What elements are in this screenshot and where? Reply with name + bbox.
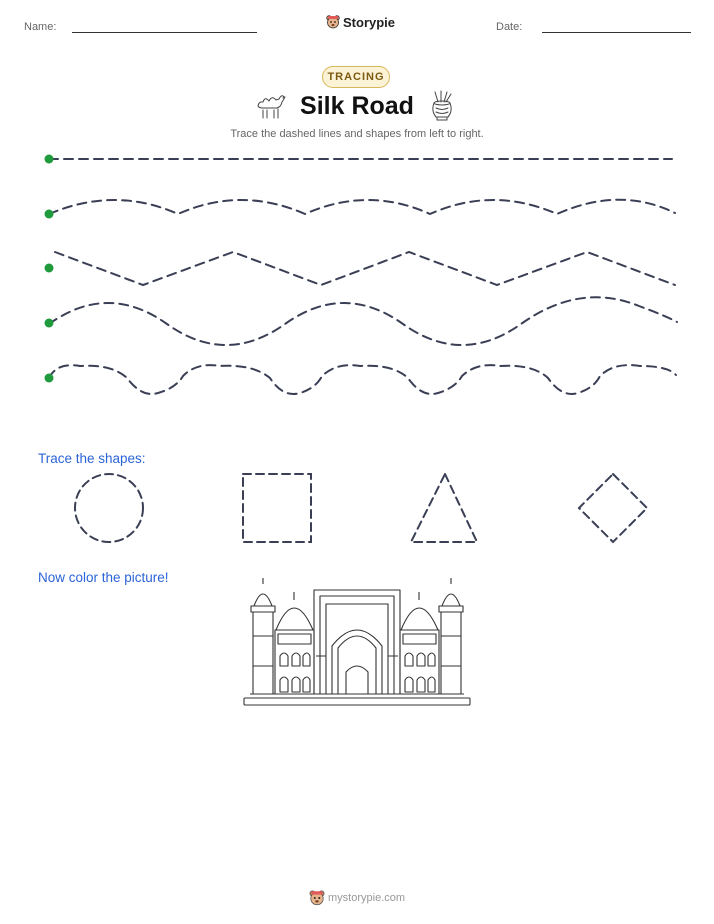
tracing-line-4[interactable] <box>49 297 677 345</box>
footer <box>0 889 714 907</box>
worksheet-title: Silk Road <box>300 92 414 120</box>
brand-name: Storypie <box>343 14 396 30</box>
bear-face-icon <box>309 889 325 907</box>
start-dot <box>45 374 54 383</box>
shapes-section-label: Trace the shapes: <box>38 451 146 466</box>
tracing-line-2[interactable] <box>49 200 675 214</box>
trace-circle[interactable] <box>75 474 143 542</box>
date-label: Date: <box>496 21 523 33</box>
trace-square[interactable] <box>243 474 311 542</box>
trace-triangle[interactable] <box>411 474 477 542</box>
activity-badge: TRACING <box>322 66 390 88</box>
color-section-label: Now color the picture! <box>38 570 169 585</box>
start-dot <box>45 155 54 164</box>
start-dot <box>45 264 54 273</box>
name-label: Name: <box>24 21 57 33</box>
mosque-madrasa-building-icon[interactable] <box>242 576 472 710</box>
start-dot <box>45 319 54 328</box>
footer-site[interactable]: mystorypie.com <box>328 892 406 904</box>
start-dot <box>45 210 54 219</box>
tracing-line-3[interactable] <box>55 252 675 285</box>
tracing-line-5[interactable] <box>49 365 676 394</box>
tracing-shapes <box>0 466 714 551</box>
tracing-lines <box>0 0 714 420</box>
trace-diamond[interactable] <box>579 474 647 542</box>
worksheet-instructions: Trace the dashed lines and shapes from left to right. <box>230 128 484 140</box>
